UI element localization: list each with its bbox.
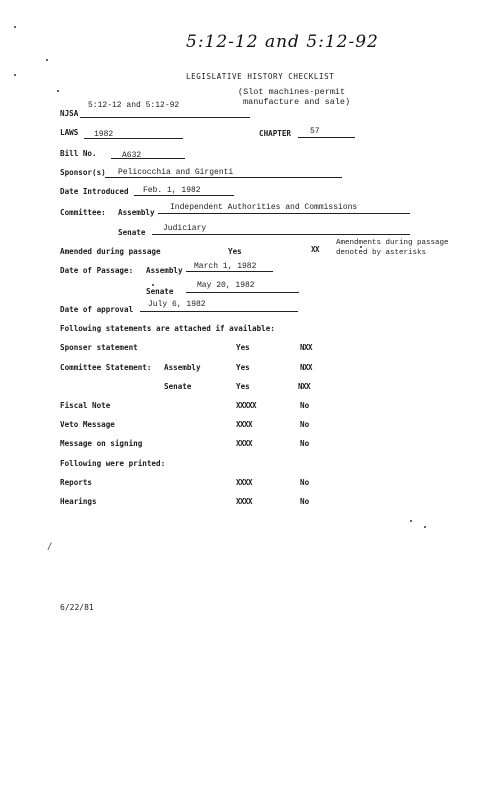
njsa-value: 5:12-12 and 5:12-92 — [88, 101, 180, 110]
scan-speck — [410, 520, 412, 522]
committee-statement-assembly-yes: Yes — [236, 363, 250, 372]
committee-statement-senate-no: NXX — [298, 382, 311, 391]
date-introduced-value: Feb. 1, 1982 — [143, 186, 201, 195]
passage-assembly-label: Assembly — [146, 266, 183, 275]
committee-assembly-value: Independent Authorities and Commissions — [170, 203, 358, 212]
date-of-approval-underline — [140, 311, 298, 312]
sponsors-label: Sponsor(s) — [60, 168, 106, 177]
scan-speck — [14, 26, 16, 28]
fiscal-note-label: Fiscal Note — [60, 401, 111, 410]
message-on-signing-no: No — [300, 439, 310, 448]
committee-statement-assembly-no: NXX — [300, 363, 313, 372]
printed-heading: Following were printed: — [60, 459, 166, 468]
reports-no: No — [300, 478, 310, 487]
date-of-passage-label: Date of Passage: — [60, 266, 134, 275]
scan-speck — [424, 526, 426, 528]
scan-speck — [152, 284, 154, 286]
passage-assembly-value: March 1, 1982 — [194, 262, 257, 271]
chapter-underline — [298, 137, 355, 138]
date-introduced-label: Date Introduced — [60, 187, 129, 196]
scan-speck — [57, 90, 59, 92]
committee-statement-label: Committee Statement: — [60, 363, 152, 372]
committee-senate-value: Judiciary — [163, 224, 207, 233]
laws-value: 1982 — [94, 130, 114, 139]
fiscal-note-no: No — [300, 401, 310, 410]
fiscal-note-yes-struck: XXXXX — [236, 401, 257, 410]
veto-message-no: No — [300, 420, 310, 429]
committee-statement-senate-yes: Yes — [236, 382, 250, 391]
reports-yes-struck: XXXX — [236, 478, 253, 487]
message-on-signing-label: Message on signing — [60, 439, 143, 448]
subtitle-note-line1: (Slot machines-permit — [238, 87, 346, 97]
chapter-value: 57 — [310, 127, 320, 136]
chapter-label: CHAPTER — [259, 129, 292, 138]
subtitle-note-line2: manufacture and sale) — [243, 97, 351, 107]
njsa-label: NJSA — [60, 109, 79, 118]
scan-speck — [46, 59, 48, 61]
committee-label: Committee: — [60, 208, 106, 217]
date-introduced-underline — [134, 195, 234, 196]
scan-mark: / — [47, 542, 53, 552]
scan-speck — [14, 74, 16, 76]
hearings-label: Hearings — [60, 497, 97, 506]
date-of-approval-label: Date of approval — [60, 305, 134, 314]
committee-senate-underline — [152, 234, 410, 235]
committee-statement-senate: Senate — [164, 382, 192, 391]
passage-assembly-underline — [186, 271, 273, 272]
statements-heading: Following statements are attached if available: — [60, 324, 275, 333]
reports-label: Reports — [60, 478, 93, 487]
passage-senate-label: Senate — [146, 287, 174, 296]
page-title: LEGISLATIVE HISTORY CHECKLIST — [186, 72, 335, 81]
amended-note-line1: Amendments during passage — [336, 239, 449, 247]
laws-underline — [84, 138, 183, 139]
message-on-signing-yes-struck: XXXX — [236, 439, 253, 448]
amended-no-struck: XX — [311, 245, 320, 254]
sponsor-statement-no: NXX — [300, 343, 313, 352]
sponsors-value: Pelicocchia and Girgenti — [118, 168, 234, 177]
handwritten-statute-numbers: 5:12-12 and 5:12-92 — [186, 32, 379, 52]
veto-message-yes-struck: XXXX — [236, 420, 253, 429]
hearings-yes-struck: XXXX — [236, 497, 253, 506]
laws-label: LAWS — [60, 128, 79, 137]
committee-assembly-underline — [158, 213, 410, 214]
sponsor-statement-yes: Yes — [236, 343, 250, 352]
amended-yes: Yes — [228, 247, 242, 256]
passage-senate-underline — [186, 292, 299, 293]
veto-message-label: Veto Message — [60, 420, 115, 429]
amended-note-line2: denoted by asterisks — [336, 249, 427, 257]
bill-no-underline — [111, 158, 185, 159]
passage-senate-value: May 20, 1982 — [197, 281, 255, 290]
committee-statement-assembly: Assembly — [164, 363, 201, 372]
njsa-underline — [80, 117, 250, 118]
date-of-approval-value: July 6, 1982 — [148, 300, 206, 309]
form-revision-date: 6/22/81 — [60, 603, 94, 612]
sponsor-statement-label: Sponser statement — [60, 343, 138, 352]
sponsors-underline — [105, 177, 342, 178]
bill-no-value: A632 — [122, 151, 142, 160]
hearings-no: No — [300, 497, 310, 506]
committee-assembly-label: Assembly — [118, 208, 155, 217]
bill-no-label: Bill No. — [60, 149, 97, 158]
amended-label: Amended during passage — [60, 247, 161, 256]
committee-senate-label: Senate — [118, 228, 146, 237]
